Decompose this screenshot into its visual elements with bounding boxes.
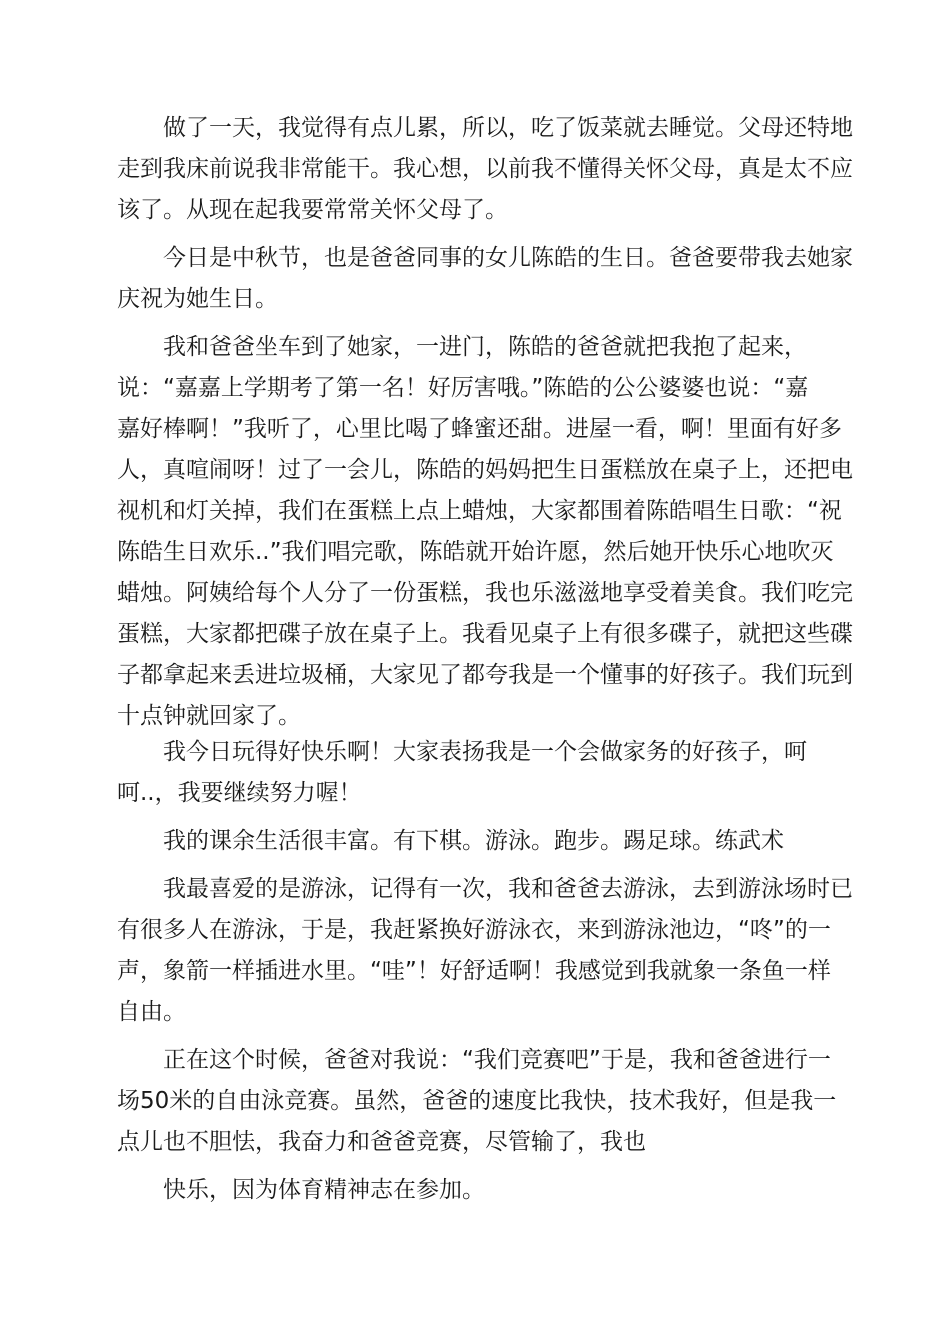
- paragraph-tired-after-work: [117, 108, 853, 231]
- text-line: 蜡烛。阿姨给每个人分了一份蛋糕，我也乐滋滋地享受着美食。我们吃完: [117, 580, 853, 606]
- text-line: 我和爸爸坐车到了她家，一进门，陈皓的爸爸就把我抱了起来，: [163, 334, 807, 360]
- paragraph-after-school-life: [117, 821, 837, 862]
- text-line: 正在这个时候，爸爸对我说：“我们竞赛吧”于是，我和爸爸进行一: [163, 1047, 831, 1073]
- text-line: 我最喜爱的是游泳，记得有一次，我和爸爸去游泳，去到游泳场时已: [163, 876, 853, 902]
- paragraph-mid-autumn: [117, 238, 853, 320]
- text-line: 人，真喧闹呀！过了一会儿，陈皓的妈妈把生日蛋糕放在桌子上，还把电: [117, 457, 853, 483]
- text-line: 走到我床前说我非常能干。我心想，以前我不懂得关怀父母，真是太不应: [117, 156, 853, 182]
- text-line: 今日是中秋节，也是爸爸同事的女儿陈皓的生日。爸爸要带我去她家: [163, 245, 853, 271]
- text-line: 陈皓生日欢乐..”我们唱完歌，陈皓就开始许愿，然后她开快乐心地吹灭: [117, 539, 834, 565]
- text-line: 我今日玩得好快乐啊！大家表扬我是一个会做家务的好孩子，呵: [163, 739, 807, 765]
- text-line: 说：“嘉嘉上学期考了第一名！好厉害哦。”陈皓的公公婆婆也说：“嘉: [117, 375, 809, 401]
- text-line: 子都拿起来丢进垃圾桶，大家见了都夸我是一个懂事的好孩子。我们玩到: [117, 662, 853, 688]
- paragraph-race: [117, 1040, 837, 1163]
- text-line: 声，象箭一样插进水里。“哇”！好舒适啊！我感觉到我就象一条鱼一样: [117, 958, 831, 984]
- text-line: 呵..，我要继续努力喔！: [117, 780, 362, 806]
- text-line: 该了。从现在起我要常常关怀父母了。: [117, 197, 508, 223]
- text-line: 做了一天，我觉得有点儿累，所以，吃了饭菜就去睡觉。父母还特地: [163, 115, 853, 141]
- text-line: 有很多人在游泳，于是，我赶紧换好游泳衣，来到游泳池边，“咚”的一: [117, 917, 831, 943]
- text-line: 蛋糕，大家都把碟子放在桌子上。我看见桌子上有很多碟子，就把这些碟: [117, 621, 853, 647]
- paragraph-birthday-party: [117, 327, 853, 737]
- paragraph-sportsmanship: [117, 1170, 837, 1211]
- text-line: 点儿也不胆怯，我奋力和爸爸竞赛，尽管输了，我也: [117, 1129, 646, 1155]
- text-line: 自由。: [117, 999, 186, 1025]
- text-line: 十点钟就回家了。: [117, 703, 301, 729]
- text-line: 庆祝为她生日。: [117, 286, 278, 312]
- text-line: 视机和灯关掉，我们在蛋糕上点上蜡烛，大家都围着陈皓唱生日歌：“祝: [117, 498, 842, 524]
- text-line: 场50米的自由泳竞赛。虽然，爸爸的速度比我快，技术我好，但是我一: [117, 1088, 837, 1114]
- text-line: 我的课余生活很丰富。有下棋。游泳。跑步。踢足球。练武术: [163, 828, 784, 854]
- paragraph-happy-day: [117, 732, 837, 814]
- text-line: 快乐，因为体育精神志在参加。: [163, 1177, 485, 1203]
- text-line: 嘉好棒啊！”我听了，心里比喝了蜂蜜还甜。进屋一看，啊！里面有好多: [117, 416, 842, 442]
- paragraph-swimming: [117, 869, 853, 1033]
